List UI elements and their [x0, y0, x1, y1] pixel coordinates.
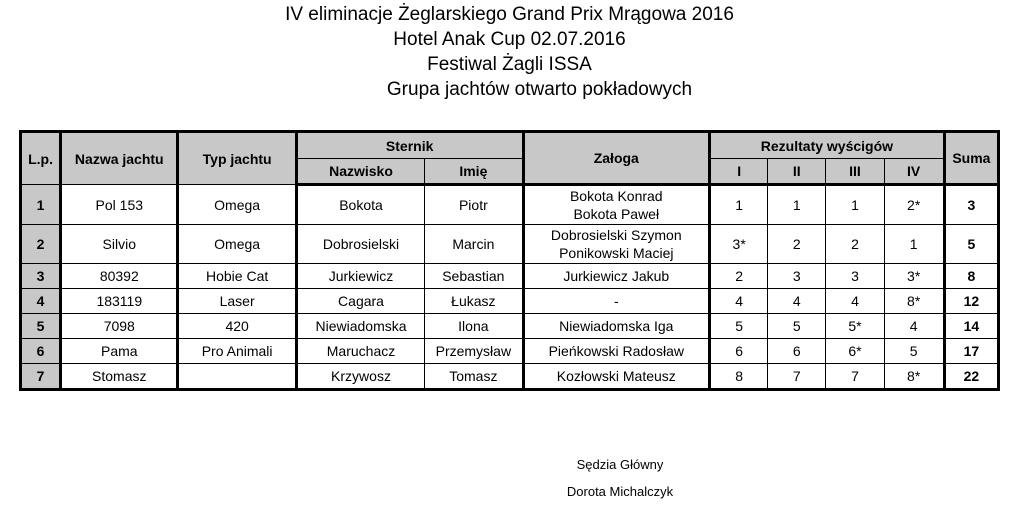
- header-lp: L.p.: [21, 132, 61, 185]
- row-lp: 6: [21, 339, 61, 364]
- row-race-3: 4: [826, 289, 884, 314]
- row-race-3: 7: [826, 364, 884, 390]
- header-sum: Suma: [944, 132, 998, 185]
- row-yacht-name: Stomasz: [61, 364, 178, 390]
- row-surname: Dobrosielski: [296, 225, 424, 264]
- row-sum: 22: [944, 364, 998, 390]
- row-yacht-name: 80392: [61, 264, 178, 289]
- document-title: [0, 2, 1019, 102]
- row-race-4: 4: [884, 314, 944, 339]
- row-first-name: Przemysław: [425, 339, 523, 364]
- row-race-2: 2: [768, 225, 826, 264]
- header-results: Rezultaty wyścigów: [710, 132, 945, 159]
- row-yacht-type: Laser: [178, 289, 296, 314]
- table-row: [21, 339, 999, 364]
- row-surname: Krzywosz: [296, 364, 424, 390]
- row-first-name: Sebastian: [425, 264, 523, 289]
- row-first-name: Łukasz: [425, 289, 523, 314]
- row-crew: -: [523, 289, 710, 314]
- crew-member: Bokota Paweł: [573, 206, 660, 222]
- row-sum: 3: [944, 185, 998, 225]
- header-yacht-name: Nazwa jachtu: [61, 132, 178, 185]
- row-yacht-name: Silvio: [61, 225, 178, 264]
- row-race-3: 6*: [826, 339, 884, 364]
- row-sum: 17: [944, 339, 998, 364]
- row-crew: Jurkiewicz Jakub: [523, 264, 710, 289]
- header-first-name: Imię: [425, 159, 523, 185]
- row-yacht-type: 420: [178, 314, 296, 339]
- row-race-4: 8*: [884, 364, 944, 390]
- header-helmsman: Sternik: [296, 132, 523, 159]
- table-row: [21, 289, 999, 314]
- row-crew: Kozłowski Mateusz: [523, 364, 710, 390]
- row-race-4: 5: [884, 339, 944, 364]
- row-crew: Pieńkowski Radosław: [523, 339, 710, 364]
- row-yacht-name: 7098: [61, 314, 178, 339]
- title-line-2: Hotel Anak Cup 02.07.2016: [393, 29, 626, 50]
- row-race-3: 2: [826, 225, 884, 264]
- row-race-2: 7: [768, 364, 826, 390]
- row-first-name: Piotr: [425, 185, 523, 225]
- row-surname: Cagara: [296, 289, 424, 314]
- row-first-name: Ilona: [425, 314, 523, 339]
- header-yacht-type: Typ jachtu: [178, 132, 296, 185]
- row-crew: Niewiadomska Iga: [523, 314, 710, 339]
- judge-name: Dorota Michalczyk: [566, 484, 674, 499]
- row-race-4: 1: [884, 225, 944, 264]
- title-line-3: Festiwal Żagli ISSA: [427, 54, 592, 75]
- row-race-1: 6: [710, 339, 768, 364]
- row-race-1: 4: [710, 289, 768, 314]
- row-lp: 1: [21, 185, 61, 225]
- row-race-3: 1: [826, 185, 884, 225]
- row-surname: Niewiadomska: [296, 314, 424, 339]
- table-row: [21, 264, 999, 289]
- header-race-3: III: [826, 159, 884, 185]
- row-surname: Bokota: [296, 185, 424, 225]
- row-crew: [523, 225, 710, 264]
- row-yacht-type: Hobie Cat: [178, 264, 296, 289]
- row-lp: 2: [21, 225, 61, 264]
- row-lp: 3: [21, 264, 61, 289]
- row-sum: 5: [944, 225, 998, 264]
- row-yacht-name: Pol 153: [61, 185, 178, 225]
- row-race-2: 1: [768, 185, 826, 225]
- crew-member: Bokota Konrad: [569, 188, 663, 204]
- row-yacht-name: Pama: [61, 339, 178, 364]
- row-yacht-name: 183119: [61, 289, 178, 314]
- row-yacht-type: Pro Animali: [178, 339, 296, 364]
- row-race-2: 3: [768, 264, 826, 289]
- table-row: [21, 314, 999, 339]
- crew-member: Dobrosielski Szymon: [550, 227, 682, 243]
- row-race-1: 1: [710, 185, 768, 225]
- title-line-1: IV eliminacje Żeglarskiego Grand Prix Mrągowa 2016: [285, 4, 734, 25]
- row-sum: 12: [944, 289, 998, 314]
- row-race-4: 8*: [884, 289, 944, 314]
- row-sum: 8: [944, 264, 998, 289]
- header-surname: Nazwisko: [296, 159, 424, 185]
- row-surname: Maruchacz: [296, 339, 424, 364]
- row-yacht-type: Omega: [178, 225, 296, 264]
- row-race-1: 3*: [710, 225, 768, 264]
- row-race-3: 5*: [826, 314, 884, 339]
- judge-role: Sędzia Główny: [576, 457, 664, 472]
- row-crew: [523, 185, 710, 225]
- row-lp: 7: [21, 364, 61, 390]
- header-race-4: IV: [884, 159, 944, 185]
- table-row: [21, 185, 999, 225]
- row-lp: 4: [21, 289, 61, 314]
- table-row: [21, 364, 999, 390]
- row-surname: Jurkiewicz: [296, 264, 424, 289]
- table-row: [21, 225, 999, 264]
- row-race-4: 3*: [884, 264, 944, 289]
- header-race-2: II: [768, 159, 826, 185]
- row-race-2: 4: [768, 289, 826, 314]
- row-first-name: Tomasz: [425, 364, 523, 390]
- row-race-1: 8: [710, 364, 768, 390]
- row-lp: 5: [21, 314, 61, 339]
- row-race-3: 3: [826, 264, 884, 289]
- row-race-4: 2*: [884, 185, 944, 225]
- header-race-1: I: [710, 159, 768, 185]
- row-race-2: 6: [768, 339, 826, 364]
- row-race-1: 2: [710, 264, 768, 289]
- row-yacht-type: [178, 364, 296, 390]
- title-line-4: Grupa jachtów otwarto pokładowych: [386, 79, 693, 100]
- row-sum: 14: [944, 314, 998, 339]
- row-yacht-type: Omega: [178, 185, 296, 225]
- row-race-2: 5: [768, 314, 826, 339]
- crew-member: Ponikowski Maciej: [559, 245, 674, 261]
- row-race-1: 5: [710, 314, 768, 339]
- row-first-name: Marcin: [425, 225, 523, 264]
- results-table: [19, 130, 1000, 391]
- header-crew: Załoga: [523, 132, 710, 185]
